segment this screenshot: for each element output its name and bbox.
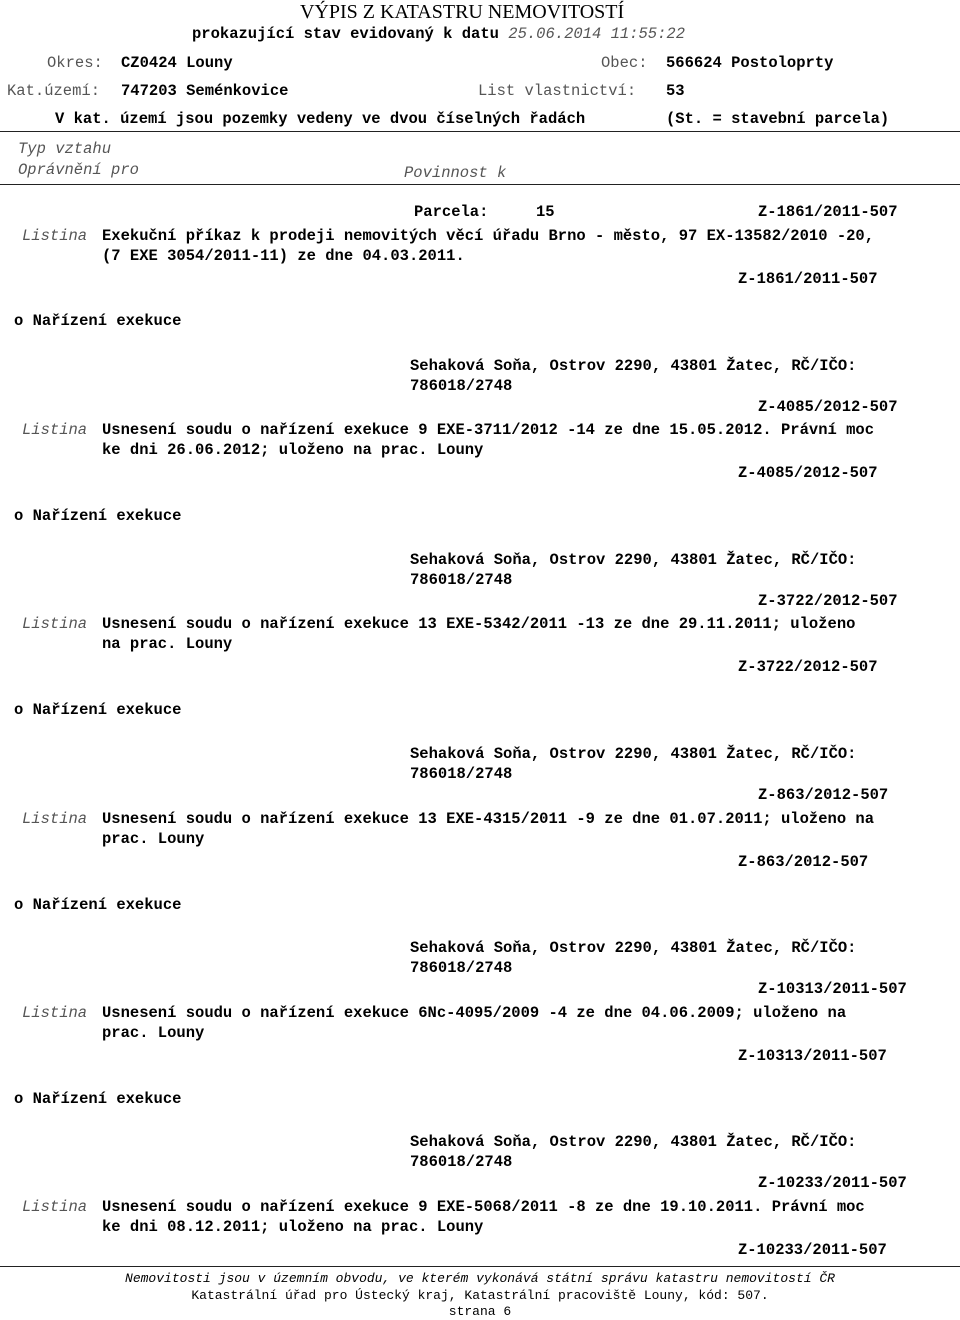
listina-line2: ke dni 26.06.2012; uloženo na prac. Louny — [102, 441, 484, 459]
listina-label: Listina — [22, 1198, 88, 1216]
entry-person-line1: Sehaková Soňa, Ostrov 2290, 43801 Žatec, RČ/IČO: — [410, 357, 857, 375]
parcela-number: 15 — [536, 203, 555, 221]
listina-line1: Usnesení soudu o nařízení exekuce 9 EXE-3711/2012 -14 ze dne 15.05.2012. Právní moc — [102, 421, 875, 439]
entry-person-line1: Sehaková Soňa, Ostrov 2290, 43801 Žatec, RČ/IČO: — [410, 745, 857, 763]
column-opravneni-pro: Oprávnění pro — [18, 161, 139, 179]
footer-rule — [0, 1266, 960, 1267]
entry-ref-bottom: Z-10313/2011-507 — [738, 1047, 887, 1065]
listina-label: Listina — [22, 227, 88, 245]
listina-line2: ke dni 08.12.2011; uloženo na prac. Louny — [102, 1218, 484, 1236]
listina-line1: Usnesení soudu o nařízení exekuce 9 EXE-5068/2011 -8 ze dne 19.10.2011. Právní moc — [102, 1198, 865, 1216]
footer-line1: Nemovitosti jsou v územním obvodu, ve kterém vykonává státní správu katastru nemovitostí ČR — [125, 1271, 835, 1286]
entry-title: o Nařízení exekuce — [14, 507, 182, 525]
lv-value: 53 — [666, 82, 685, 100]
entry-ref-top: Z-3722/2012-507 — [758, 592, 898, 610]
listina-line2: na prac. Louny — [102, 635, 233, 653]
entry-title: o Nařízení exekuce — [14, 896, 182, 914]
entry-ref-bottom: Z-4085/2012-507 — [738, 464, 878, 482]
column-typ-vztahu: Typ vztahu — [18, 140, 112, 158]
entry-title: o Nařízení exekuce — [14, 701, 182, 719]
entry-ref-bottom: Z-10233/2011-507 — [738, 1241, 887, 1259]
parcel-type-note: (St. = stavební parcela) — [666, 110, 890, 128]
entry-person-line1: Sehaková Soňa, Ostrov 2290, 43801 Žatec, RČ/IČO: — [410, 551, 857, 569]
entry-person-line2: 786018/2748 — [410, 377, 513, 395]
subtitle-date: 25.06.2014 11:55:22 — [508, 25, 685, 43]
listina-line2: prac. Louny — [102, 830, 205, 848]
okres-label: Okres: — [47, 54, 103, 72]
page-number: strana 6 — [448, 1304, 512, 1319]
subtitle-prefix: prokazující stav evidovaný k datu — [192, 25, 499, 43]
entry-title: o Nařízení exekuce — [14, 1090, 182, 1108]
entry-title: o Nařízení exekuce — [14, 312, 182, 330]
entry-person-line2: 786018/2748 — [410, 1153, 513, 1171]
listina-label: Listina — [22, 615, 88, 633]
entry-person-line2: 786018/2748 — [410, 571, 513, 589]
katuzemi-value: 747203 Seménkovice — [121, 82, 289, 100]
listina-line2: prac. Louny — [102, 1024, 205, 1042]
obec-label: Obec: — [601, 54, 648, 72]
column-povinnost-k: Povinnost k — [404, 164, 507, 182]
header-rule-top — [0, 131, 960, 132]
listina-label: Listina — [22, 421, 88, 439]
entry-person-line1: Sehaková Soňa, Ostrov 2290, 43801 Žatec, RČ/IČO: — [410, 939, 857, 957]
okres-value: CZ0424 Louny — [121, 54, 233, 72]
listina-line1: Exekuční příkaz k prodeji nemovitých věcí úřadu Brno - město, 97 EX-13582/2010 -20, — [102, 227, 875, 245]
entry-ref-top: Z-4085/2012-507 — [758, 398, 898, 416]
entry-person-line1: Sehaková Soňa, Ostrov 2290, 43801 Žatec, RČ/IČO: — [410, 1133, 857, 1151]
entry-ref-top: Z-10233/2011-507 — [758, 1174, 907, 1192]
listina-label: Listina — [22, 1004, 88, 1022]
entry-ref-top: Z-10313/2011-507 — [758, 980, 907, 998]
listina-line1: Usnesení soudu o nařízení exekuce 13 EXE-4315/2011 -9 ze dne 01.07.2011; uloženo na — [102, 810, 875, 828]
obec-value: 566624 Postoloprty — [666, 54, 834, 72]
entry-ref-bottom: Z-3722/2012-507 — [738, 658, 878, 676]
listina-line1: Usnesení soudu o nařízení exekuce 6Nc-4095/2009 -4 ze dne 04.06.2009; uloženo na — [102, 1004, 847, 1022]
parcela-ref: Z-1861/2011-507 — [758, 203, 898, 221]
lv-label: List vlastnictví: — [478, 82, 637, 100]
entry-ref-bottom: Z-863/2012-507 — [738, 853, 869, 871]
entry-ref-top: Z-863/2012-507 — [758, 786, 889, 804]
document-subtitle — [192, 24, 685, 44]
listina-line1: Usnesení soudu o nařízení exekuce 13 EXE-5342/2011 -13 ze dne 29.11.2011; uloženo — [102, 615, 856, 633]
header-rule-bottom — [0, 184, 960, 185]
listina-label: Listina — [22, 810, 88, 828]
parcela-label: Parcela: — [414, 203, 489, 221]
document-title: VÝPIS Z KATASTRU NEMOVITOSTÍ — [300, 1, 625, 23]
listina-ref: Z-1861/2011-507 — [738, 270, 878, 288]
footer-line2: Katastrální úřad pro Ústecký kraj, Katastrální pracoviště Louny, kód: 507. — [191, 1288, 769, 1303]
listina-line2: (7 EXE 3054/2011-11) ze dne 04.03.2011. — [102, 247, 465, 265]
entry-person-line2: 786018/2748 — [410, 765, 513, 783]
entry-person-line2: 786018/2748 — [410, 959, 513, 977]
katuzemi-label: Kat.území: — [7, 82, 101, 100]
series-note: V kat. území jsou pozemky vedeny ve dvou číselných řadách — [55, 110, 586, 128]
